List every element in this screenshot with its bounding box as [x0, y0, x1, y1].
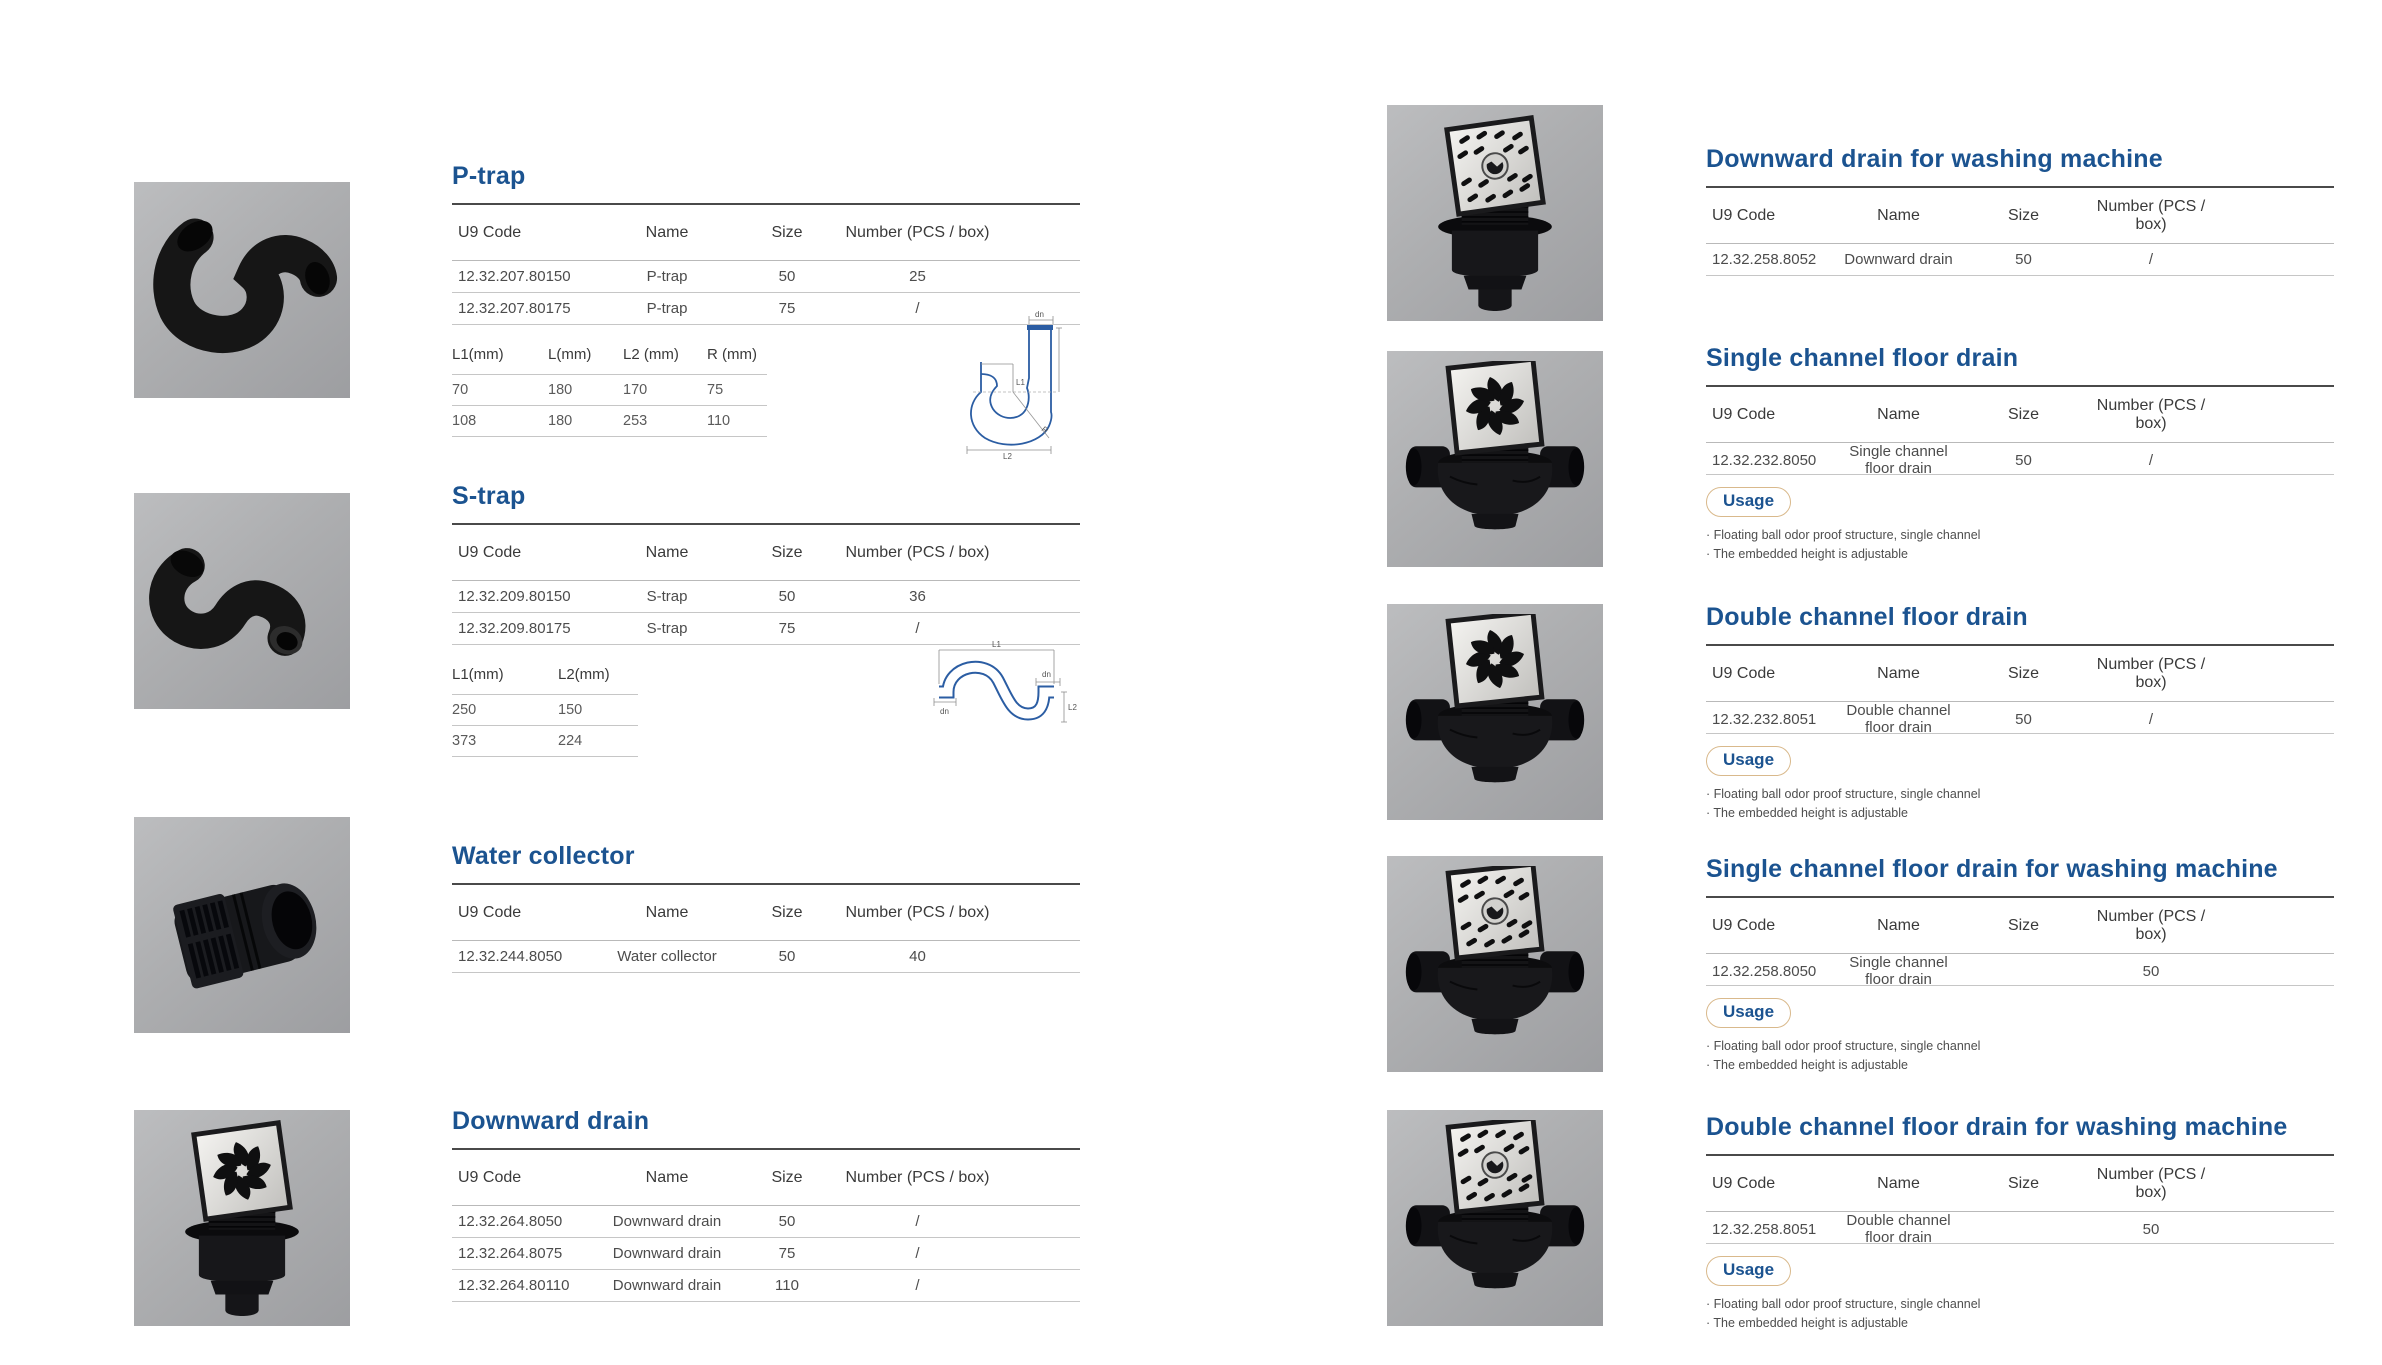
- table-row: [452, 1206, 1080, 1238]
- cell-size: 50: [778, 1213, 796, 1230]
- cell-number: 40: [909, 948, 926, 965]
- table-row: [452, 695, 638, 726]
- table-row: [452, 581, 1080, 613]
- dim-value: 250: [452, 702, 477, 718]
- section-double-channel-floor-drain-washing-machine: [1706, 1113, 2334, 1333]
- usage-badge: Usage: [1706, 487, 1791, 517]
- product-table: [452, 883, 1080, 973]
- page-title: Double channel floor drain: [1706, 603, 2028, 631]
- product-table: [1706, 385, 2334, 475]
- usage-badge: Usage: [1706, 998, 1791, 1028]
- table-row: [1706, 954, 2334, 986]
- cell-name: Water collector: [617, 948, 717, 965]
- col-header-number: Number (PCS / box): [2096, 396, 2206, 432]
- cell-number: /: [915, 1213, 920, 1230]
- dim-label-l1: L1: [992, 640, 1001, 649]
- cell-number: /: [915, 1245, 920, 1262]
- dim-header: L1(mm): [452, 346, 504, 363]
- cell-size: 75: [778, 620, 796, 637]
- cell-name: Downward drain: [1844, 251, 1953, 268]
- cell-size: 110: [775, 1277, 799, 1294]
- floor-drain-icon: [1397, 115, 1593, 311]
- col-header-code: U9 Code: [458, 903, 522, 921]
- cell-code: 12.32.258.8051: [1712, 1220, 1817, 1238]
- cell-code: 12.32.209.80150: [458, 588, 571, 605]
- product-table: [1706, 896, 2334, 986]
- dim-value: 224: [558, 733, 583, 749]
- page-title: Single channel floor drain: [1706, 344, 2019, 372]
- col-header-number: Number (PCS / box): [2096, 655, 2206, 691]
- usage-badge: Usage: [1706, 746, 1791, 776]
- page-title: Downward drain: [452, 1107, 650, 1135]
- table-row: [452, 375, 767, 406]
- section-single-channel-floor-drain-washing-machine: [1706, 855, 2334, 1075]
- table-header-row: [452, 655, 638, 695]
- dim-value: 75: [707, 382, 724, 398]
- dim-header: L2(mm): [558, 666, 610, 683]
- cell-name: Double channel floor drain: [1846, 702, 1951, 736]
- dim-value: 180: [548, 382, 573, 398]
- cell-size: 50: [778, 588, 796, 605]
- dim-value: 150: [558, 702, 583, 718]
- col-header-code: U9 Code: [1712, 1174, 1776, 1192]
- table-row: [1706, 1212, 2334, 1244]
- cell-size: 50: [778, 948, 796, 965]
- cell-name: Single channel floor drain: [1849, 954, 1948, 988]
- col-header-name: Name: [645, 543, 689, 561]
- col-header-number: Number (PCS / box): [845, 543, 990, 561]
- dim-value: 108: [452, 413, 477, 429]
- col-header-size: Size: [2007, 206, 2040, 224]
- cell-size: 50: [2015, 251, 2032, 268]
- cell-code: 12.32.264.8050: [458, 1213, 563, 1230]
- cell-name: Double channel floor drain: [1846, 1212, 1951, 1246]
- cell-number: /: [915, 1277, 920, 1294]
- cell-size: 75: [778, 1245, 796, 1262]
- page-title: P-trap: [452, 162, 526, 190]
- col-header-code: U9 Code: [1712, 405, 1776, 423]
- col-header-name: Name: [645, 1168, 689, 1186]
- page-title: Water collector: [452, 842, 635, 870]
- page-title: Downward drain for washing machine: [1706, 145, 2163, 173]
- cell-name: Single channel floor drain: [1849, 443, 1948, 477]
- dim-header: L1(mm): [452, 666, 504, 683]
- floor-drain-icon: [1397, 361, 1593, 557]
- col-header-number: Number (PCS / box): [2096, 907, 2206, 943]
- dim-header: L2 (mm): [623, 346, 679, 363]
- usage-block: [1706, 1256, 2334, 1333]
- dim-header: R (mm): [707, 346, 757, 363]
- usage-bullet: · Floating ball odor proof structure, single channel: [1706, 787, 1981, 801]
- cell-number: /: [915, 300, 920, 317]
- usage-bullet: · The embedded height is adjustable: [1706, 1316, 1908, 1330]
- cell-number: 50: [2142, 1220, 2160, 1238]
- table-row: [452, 406, 767, 437]
- table-row: [452, 261, 1080, 293]
- floor-drain-icon: [1397, 866, 1593, 1062]
- table-header-row: [1706, 1156, 2334, 1212]
- photo-water-collector: [134, 817, 350, 1033]
- cell-number: 36: [909, 588, 926, 605]
- product-table: [1706, 186, 2334, 276]
- page-title: Double channel floor drain for washing machine: [1706, 1113, 2288, 1141]
- col-header-code: U9 Code: [458, 1168, 522, 1186]
- product-table: [452, 203, 1080, 325]
- table-row: [452, 1238, 1080, 1270]
- photo-s-trap: [134, 493, 350, 709]
- cell-size: 50: [778, 268, 796, 285]
- dim-value: 253: [623, 413, 648, 429]
- cell-name: Downward drain: [612, 1245, 722, 1262]
- cell-code: 12.32.232.8051: [1712, 710, 1817, 728]
- usage-bullet: · The embedded height is adjustable: [1706, 547, 1908, 561]
- floor-drain-icon: [1397, 1120, 1593, 1316]
- col-header-size: Size: [771, 903, 803, 921]
- cell-name: Downward drain: [612, 1213, 722, 1230]
- section-water-collector: [452, 842, 1080, 973]
- product-table: [452, 523, 1080, 645]
- section-double-channel-floor-drain: [1706, 603, 2334, 823]
- photo-downward-drain-washing-machine: [1387, 105, 1603, 321]
- col-header-size: Size: [771, 1168, 803, 1186]
- dim-value: 180: [548, 413, 573, 429]
- photo-downward-drain: [134, 1110, 350, 1326]
- col-header-code: U9 Code: [1712, 664, 1776, 682]
- table-header-row: [452, 205, 1080, 261]
- usage-block: [1706, 487, 2334, 564]
- cell-code: 12.32.244.8050: [458, 948, 563, 965]
- col-header-code: U9 Code: [458, 223, 522, 241]
- table-row: [452, 941, 1080, 973]
- section-s-trap: [452, 482, 1080, 757]
- usage-bullets: [1706, 526, 2334, 564]
- col-header-name: Name: [645, 223, 689, 241]
- cell-code: 12.32.258.8050: [1712, 962, 1817, 980]
- table-header-row: [452, 885, 1080, 941]
- page-title: S-trap: [452, 482, 526, 510]
- dim-label-l2: L2: [1003, 452, 1012, 460]
- dim-label-dn: dn: [1042, 670, 1051, 679]
- table-row: [452, 1270, 1080, 1302]
- col-header-name: Name: [1877, 664, 1920, 682]
- col-header-code: U9 Code: [1712, 206, 1776, 224]
- dim-value: 373: [452, 733, 477, 749]
- usage-bullet: · Floating ball odor proof structure, single channel: [1706, 528, 1981, 542]
- col-header-size: Size: [2007, 916, 2040, 934]
- dimensions-table: [452, 335, 767, 437]
- dim-value: 70: [452, 382, 469, 398]
- cell-number: /: [915, 620, 920, 637]
- cell-code: 12.32.207.80150: [458, 268, 571, 285]
- col-header-number: Number (PCS / box): [845, 903, 990, 921]
- table-header-row: [1706, 387, 2334, 443]
- usage-bullets: [1706, 785, 2334, 823]
- usage-bullet: · The embedded height is adjustable: [1706, 806, 1908, 820]
- cell-code: 12.32.264.8075: [458, 1245, 563, 1262]
- col-header-name: Name: [1877, 916, 1920, 934]
- col-header-size: Size: [2007, 664, 2040, 682]
- table-row: [1706, 244, 2334, 276]
- usage-bullets: [1706, 1037, 2334, 1075]
- col-header-size: Size: [771, 543, 803, 561]
- table-row: [1706, 702, 2334, 734]
- table-header-row: [452, 525, 1080, 581]
- dim-label-dn: dn: [940, 707, 949, 716]
- dim-value: 170: [623, 382, 648, 398]
- photo-single-channel-floor-drain: [1387, 351, 1603, 567]
- usage-bullets: [1706, 1295, 2334, 1333]
- dim-label-l2: L2: [1068, 703, 1077, 712]
- col-header-number: Number (PCS / box): [2096, 1165, 2206, 1201]
- table-header-row: [452, 335, 767, 375]
- section-single-channel-floor-drain: [1706, 344, 2334, 564]
- dim-label-l1: L1: [1016, 378, 1025, 387]
- p-trap-pipe-icon: [144, 192, 340, 388]
- usage-bullet: · Floating ball odor proof structure, single channel: [1706, 1297, 1981, 1311]
- col-header-size: Size: [2007, 405, 2040, 423]
- cell-code: 12.32.209.80175: [458, 620, 571, 637]
- table-header-row: [452, 1150, 1080, 1206]
- cell-number: /: [2148, 251, 2154, 268]
- s-trap-pipe-icon: [144, 503, 340, 699]
- p-trap-diagram: [957, 308, 1079, 460]
- photo-double-channel-floor-drain-washing-machine: [1387, 1110, 1603, 1326]
- dimensions-table: [452, 655, 638, 757]
- cell-code: 12.32.232.8050: [1712, 451, 1817, 469]
- usage-bullet: · The embedded height is adjustable: [1706, 1058, 1908, 1072]
- cell-code: 12.32.264.80110: [458, 1277, 570, 1294]
- table-header-row: [1706, 898, 2334, 954]
- cell-name: P-trap: [646, 268, 688, 285]
- cell-size: 75: [778, 300, 796, 317]
- col-header-size: Size: [2007, 1174, 2040, 1192]
- floor-drain-icon: [1397, 614, 1593, 810]
- section-downward-drain: [452, 1107, 1080, 1302]
- cell-size: 50: [2015, 451, 2032, 469]
- cell-name: S-trap: [646, 620, 688, 637]
- photo-single-channel-floor-drain-washing-machine: [1387, 856, 1603, 1072]
- section-downward-drain-washing-machine: [1706, 145, 2334, 276]
- cell-code: 12.32.258.8052: [1712, 251, 1817, 268]
- section-p-trap: [452, 162, 1080, 460]
- col-header-name: Name: [1877, 206, 1920, 224]
- col-header-code: U9 Code: [1712, 916, 1776, 934]
- cell-number: /: [2148, 451, 2154, 469]
- dim-label-r: R: [1039, 424, 1050, 436]
- product-table: [1706, 644, 2334, 734]
- dim-value: 110: [707, 413, 731, 429]
- table-row: [1706, 443, 2334, 475]
- cell-name: Downward drain: [612, 1277, 722, 1294]
- usage-block: [1706, 746, 2334, 823]
- photo-p-trap: [134, 182, 350, 398]
- col-header-number: Number (PCS / box): [845, 1168, 990, 1186]
- table-header-row: [1706, 188, 2334, 244]
- s-trap-diagram: [932, 640, 1084, 736]
- photo-double-channel-floor-drain: [1387, 604, 1603, 820]
- usage-badge: Usage: [1706, 1256, 1791, 1286]
- cell-number: 50: [2142, 962, 2160, 980]
- table-header-row: [1706, 646, 2334, 702]
- table-row: [452, 726, 638, 757]
- col-header-name: Name: [645, 903, 689, 921]
- col-header-number: Number (PCS / box): [845, 223, 990, 241]
- page-title: Single channel floor drain for washing machine: [1706, 855, 2278, 883]
- cell-size: 50: [2015, 710, 2032, 728]
- dim-label-dn: dn: [1035, 310, 1044, 319]
- col-header-code: U9 Code: [458, 543, 522, 561]
- col-header-size: Size: [771, 223, 803, 241]
- cell-name: P-trap: [646, 300, 688, 317]
- floor-drain-icon: [144, 1120, 340, 1316]
- water-collector-icon: [144, 827, 340, 1023]
- col-header-name: Name: [1877, 405, 1920, 423]
- dim-header: L(mm): [548, 346, 592, 363]
- cell-name: S-trap: [646, 588, 688, 605]
- product-table: [1706, 1154, 2334, 1244]
- col-header-number: Number (PCS / box): [2096, 197, 2206, 233]
- cell-number: 25: [909, 268, 926, 285]
- product-table: [452, 1148, 1080, 1302]
- cell-code: 12.32.207.80175: [458, 300, 571, 317]
- usage-block: [1706, 998, 2334, 1075]
- usage-bullet: · Floating ball odor proof structure, single channel: [1706, 1039, 1981, 1053]
- col-header-name: Name: [1877, 1174, 1920, 1192]
- cell-number: /: [2148, 710, 2154, 728]
